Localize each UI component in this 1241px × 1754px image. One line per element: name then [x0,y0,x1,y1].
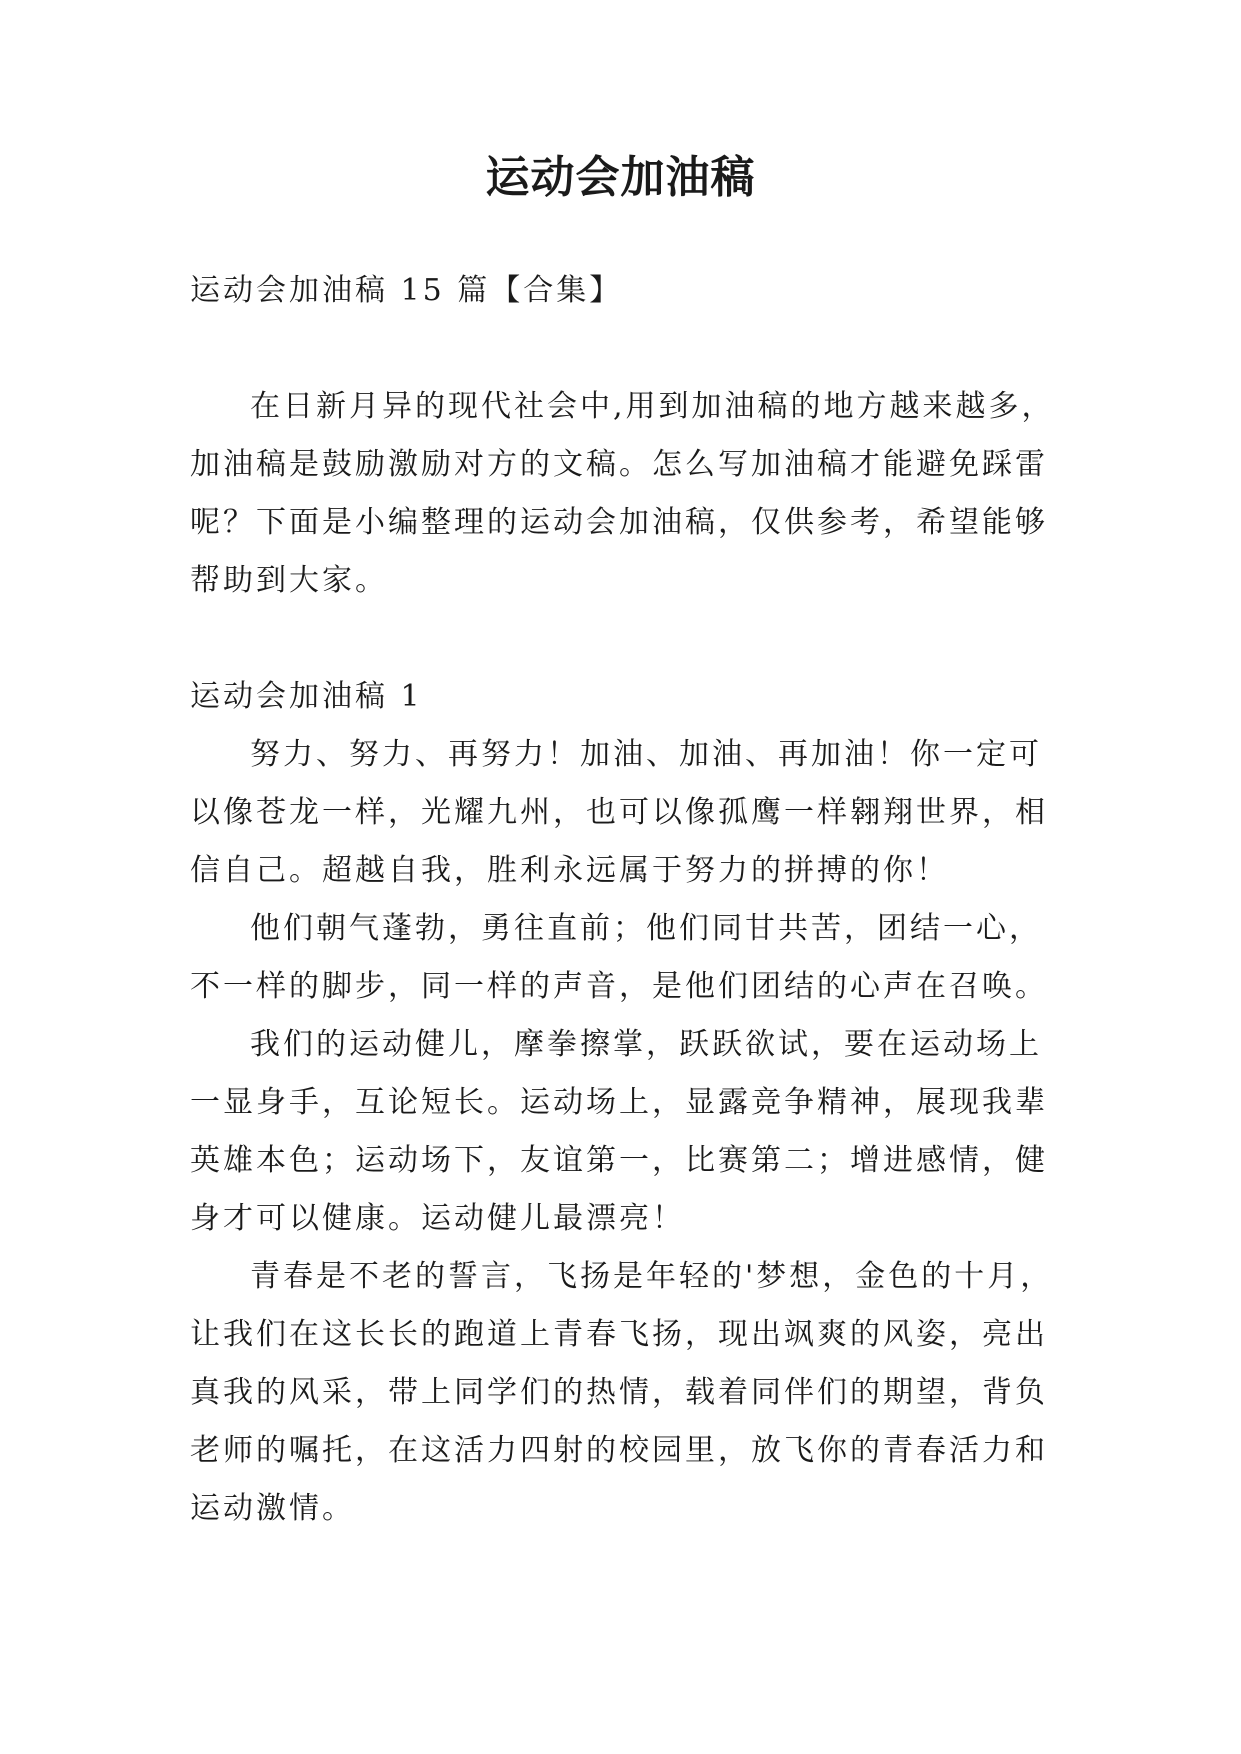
section-heading: 运动会加油稿 1 [190,679,423,714]
document-body [190,262,1056,1538]
document-subtitle: 运动会加油稿 15 篇【合集】 [190,273,623,308]
body-paragraph-2: 他们朝气蓬勃，勇往直前；他们同甘共苦，团结一心，不一样的脚步，同一样的声音，是他们团结的心声在召唤。 [190,911,1048,1004]
intro-paragraph: 在日新月异的现代社会中,用到加油稿的地方越来越多，加油稿是鼓励激励对方的文稿。怎么写加油稿才能避免踩雷呢？下面是小编整理的运动会加油稿，仅供参考，希望能够帮助到大家。 [190,389,1055,598]
document-title: 运动会加油稿 [485,152,756,203]
body-paragraph-4: 青春是不老的誓言，飞扬是年轻的'梦想，金色的十月，让我们在这长长的跑道上青春飞扬，现出飒爽的风姿，亮出真我的风采，带上同学们的热情，载着同伴们的期望，背负老师的嘱托，在这活力四射的校园里，放飞你的青春活力和运动激情。 [190,1259,1054,1526]
body-paragraph-3: 我们的运动健儿，摩拳擦掌，跃跃欲试，要在运动场上一显身手，互论短长。运动场上，显露竞争精神，展现我辈英雄本色；运动场下，友谊第一，比赛第二；增进感情，健身才可以健康。运动健儿最漂亮！ [190,1027,1048,1236]
body-paragraph-1: 努力、努力、再努力！加油、加油、再加油！你一定可以像苍龙一样，光耀九州，也可以像孤鹰一样翱翔世界，相信自己。超越自我，胜利永远属于努力的拼搏的你！ [190,737,1048,888]
